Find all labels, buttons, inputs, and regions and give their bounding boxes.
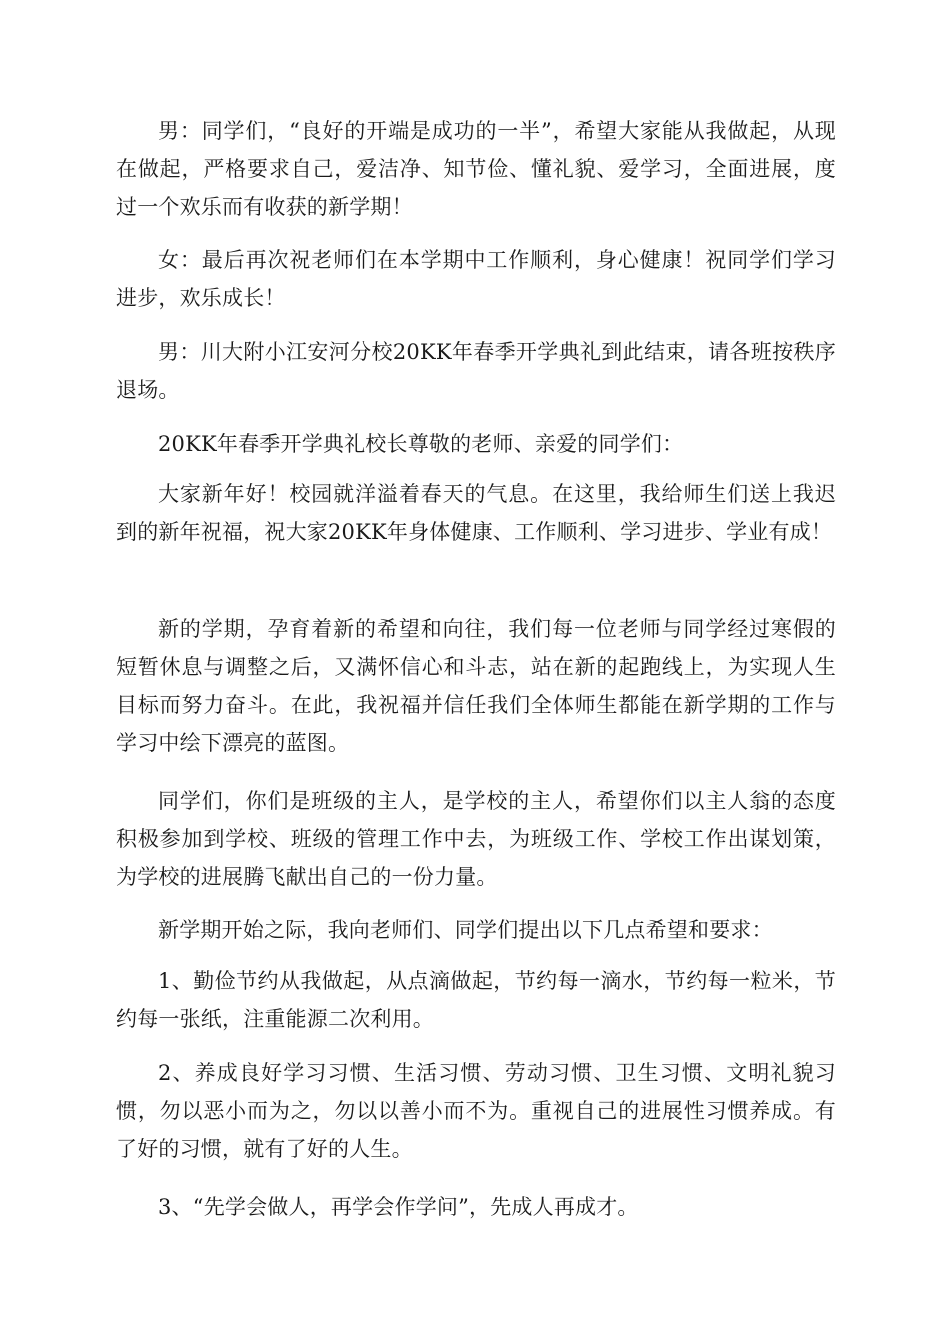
- paragraph-students-role: 同学们，你们是班级的主人，是学校的主人，希望你们以主人翁的态度积极参加到学校、班级的管理工作中去，为班级工作、学校工作出谋划策，为学校的进展腾飞献出自己的一份力量。: [116, 789, 836, 889]
- paragraph-new-year-wishes: 大家新年好！校园就洋溢着春天的气息。在这里，我给师生们送上我迟到的新年祝福，祝大家20KK年身体健康、工作顺利、学习进步、学业有成！: [116, 482, 836, 544]
- list-item-learn-to-be-human: 3、“先学会做人，再学会作学问”，先成人再成才。: [158, 1195, 639, 1219]
- list-item-good-habits: 2、养成良好学习习惯、生活习惯、劳动习惯、卫生习惯、文明礼貌习惯，勿以恶小而为之，勿以以善小而不为。重视自己的进展性习惯养成。有了好的习惯，就有了好的人生。: [116, 1061, 836, 1161]
- paragraph-requirements-intro: 新学期开始之际，我向老师们、同学们提出以下几点希望和要求：: [158, 918, 773, 942]
- paragraph-ceremony-end: 男：川大附小江安河分校20KK年春季开学典礼到此结束，请各班按秩序退场。: [116, 340, 836, 402]
- list-item-frugality: 1、勤俭节约从我做起，从点滴做起，节约每一滴水，节约每一粒米，节约每一张纸，注重能源二次利用。: [116, 969, 836, 1031]
- paragraph-closing-remarks-male: 男：同学们，“良好的开端是成功的一半”，希望大家能从我做起，从现在做起，严格要求自己，爱洁净、知节俭、懂礼貌、爱学习，全面进展，度过一个欢乐而有收获的新学期！: [116, 119, 836, 219]
- paragraph-new-semester: 新的学期，孕育着新的希望和向往，我们每一位老师与同学经过寒假的短暂休息与调整之后，又满怀信心和斗志，站在新的起跑线上，为实现人生目标而努力奋斗。在此，我祝福并信任我们全体师生都能在新学期的工作与学习中绘下漂亮的蓝图。: [116, 617, 836, 755]
- paragraph-closing-remarks-female: 女：最后再次祝老师们在本学期中工作顺利，身心健康！祝同学们学习进步，欢乐成长！: [116, 248, 836, 310]
- paragraph-principal-greeting: 20KK年春季开学典礼校长尊敬的老师、亲爱的同学们：: [158, 432, 684, 456]
